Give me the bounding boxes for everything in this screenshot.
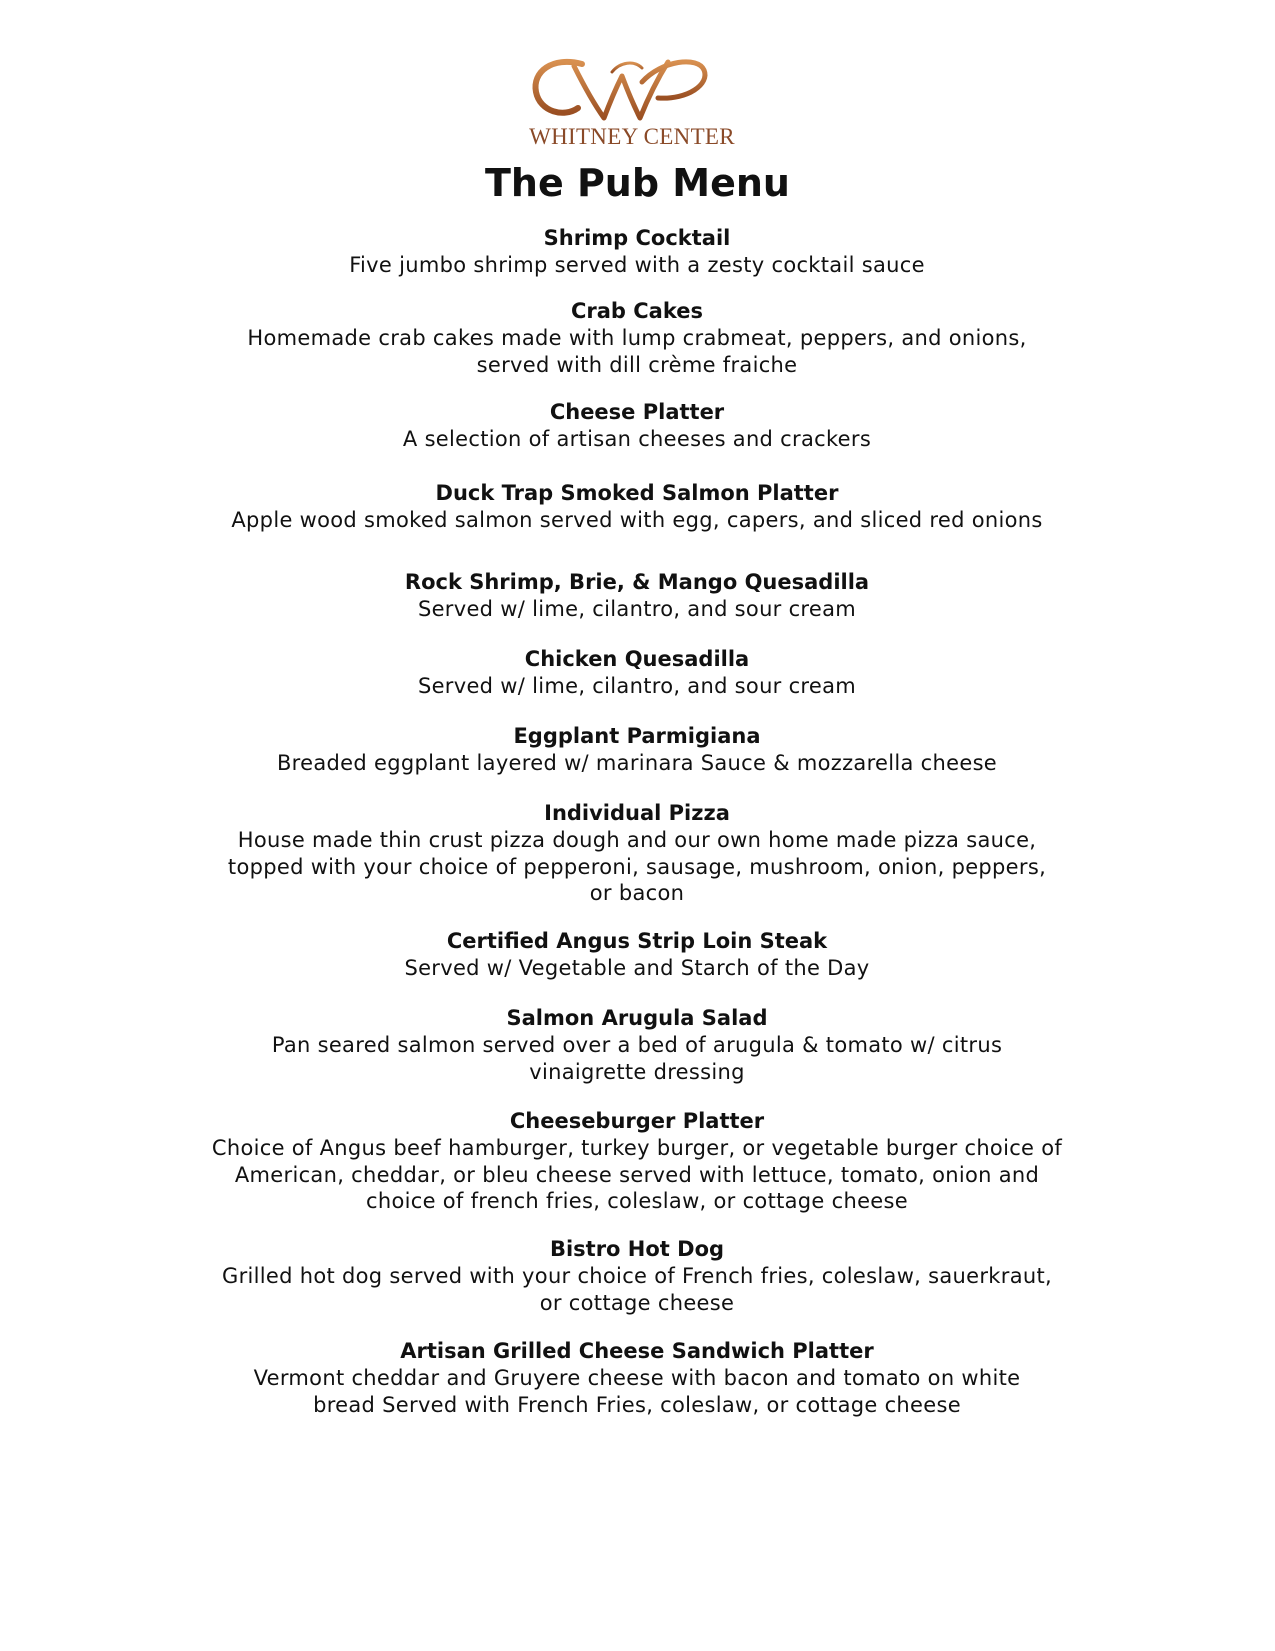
- menu-item-name: Rock Shrimp, Brie, & Mango Quesadilla: [404, 570, 870, 594]
- menu-item-name: Shrimp Cocktail: [543, 226, 731, 250]
- menu-item-description: [137, 426, 1137, 453]
- menu-item-description-line: Grilled hot dog served with your choice of French fries, coleslaw, sauerkraut,: [222, 1264, 1052, 1288]
- menu-item-description-line: Served w/ Vegetable and Starch of the Day: [404, 956, 870, 980]
- menu-item-description-line: Vermont cheddar and Gruyere cheese with bacon and tomato on white: [253, 1366, 1021, 1390]
- menu-item-description-line: or bacon: [589, 881, 685, 905]
- menu-item-description: [137, 507, 1137, 534]
- menu-item-name: Eggplant Parmigiana: [513, 724, 761, 748]
- menu-item-name: Certified Angus Strip Loin Steak: [446, 929, 828, 953]
- menu-item-description-line: American, cheddar, or bleu cheese served with lettuce, tomato, onion and: [234, 1162, 1040, 1187]
- menu-item: [137, 298, 1137, 378]
- menu-item: [137, 480, 1137, 534]
- menu-item-description-line: Homemade crab cakes made with lump crabmeat, peppers, and onions,: [247, 326, 1027, 350]
- menu-item: [137, 225, 1137, 279]
- menu-item-name: Salmon Arugula Salad: [506, 1006, 768, 1030]
- menu-item: [137, 646, 1137, 700]
- menu-item-description: [137, 827, 1137, 907]
- menu-item-description: [137, 1135, 1137, 1215]
- menu-item-description: [137, 955, 1137, 982]
- menu-item: [137, 1338, 1137, 1418]
- menu-item-description-line: served with dill crème fraiche: [476, 352, 798, 377]
- menu-item-description-line: Five jumbo shrimp served with a zesty cocktail sauce: [349, 253, 925, 277]
- menu-item-description-line: House made thin crust pizza dough and our own home made pizza sauce,: [237, 828, 1037, 852]
- menu-item-description-line: topped with your choice of pepperoni, sausage, mushroom, onion, peppers,: [227, 854, 1047, 879]
- menu-item-name: Cheeseburger Platter: [509, 1109, 765, 1133]
- menu-item: [137, 928, 1137, 982]
- menu-item-description-line: Served w/ lime, cilantro, and sour cream: [417, 597, 857, 621]
- menu-item: [137, 1236, 1137, 1316]
- menu-item-description: [137, 673, 1137, 700]
- menu-item-name: Crab Cakes: [570, 299, 703, 323]
- menu-item-description-line: Choice of Angus beef hamburger, turkey burger, or vegetable burger choice of: [211, 1136, 1063, 1160]
- menu-item-description-line: or cottage cheese: [539, 1290, 735, 1315]
- menu-item-name: Cheese Platter: [549, 400, 725, 424]
- menu-item: [137, 569, 1137, 623]
- menu-item-description-line: Breaded eggplant layered w/ marinara Sauce & mozzarella cheese: [276, 751, 998, 775]
- menu-item-description: [137, 750, 1137, 777]
- menu-item-description: [137, 1032, 1137, 1085]
- menu-item-description-line: bread Served with French Fries, coleslaw, or cottage cheese: [313, 1392, 961, 1417]
- menu-item-description: [137, 596, 1137, 623]
- menu-item: [137, 399, 1137, 453]
- menu-item-description: [137, 1365, 1137, 1418]
- logo-wordmark: WHITNEY CENTER: [529, 124, 735, 149]
- menu-item-description-line: Pan seared salmon served over a bed of arugula & tomato w/ citrus: [271, 1033, 1003, 1057]
- page-title: The Pub Menu: [484, 161, 790, 205]
- menu-item-name: Chicken Quesadilla: [524, 647, 750, 671]
- menu-item-name: Bistro Hot Dog: [549, 1237, 725, 1261]
- menu-item-description-line: A selection of artisan cheeses and crackers: [402, 427, 872, 451]
- menu-item: [137, 800, 1137, 907]
- menu-item: [137, 723, 1137, 777]
- menu-item-description-line: Apple wood smoked salmon served with egg, capers, and sliced red onions: [231, 508, 1043, 532]
- menu-item-description-line: choice of french fries, coleslaw, or cottage cheese: [366, 1189, 908, 1213]
- menu-item-name: Duck Trap Smoked Salmon Platter: [435, 481, 839, 505]
- menu-item: [137, 1005, 1137, 1085]
- menu-item-description-line: Served w/ lime, cilantro, and sour cream: [417, 674, 857, 698]
- w-monogram-icon: [512, 52, 752, 127]
- menu-item-name: Artisan Grilled Cheese Sandwich Platter: [400, 1339, 874, 1363]
- menu-item: [137, 1108, 1137, 1215]
- menu-item-description-line: vinaigrette dressing: [529, 1059, 745, 1084]
- menu-item-description: [137, 325, 1137, 378]
- whitney-center-logo: [512, 52, 752, 152]
- menu-item-description: [137, 252, 1137, 279]
- menu-item-description: [137, 1263, 1137, 1316]
- menu-item-name: Individual Pizza: [544, 801, 730, 825]
